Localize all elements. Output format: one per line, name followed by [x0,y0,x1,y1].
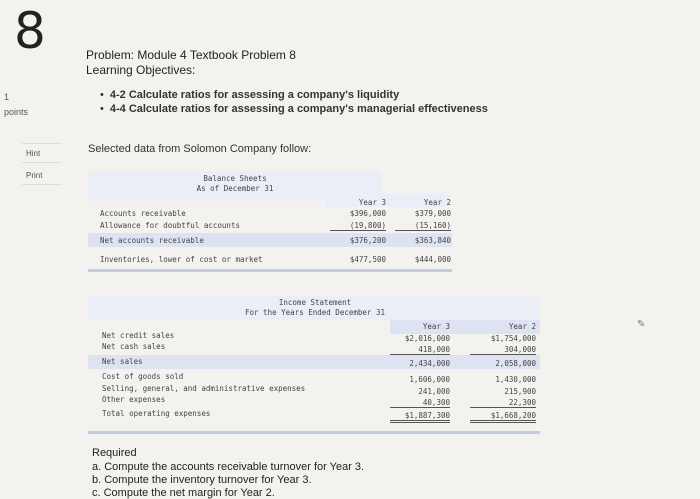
table-cell: 2,434,000 [409,359,450,368]
table-cell: 241,000 [418,387,450,396]
table-cell: 22,300 [470,398,536,408]
table-row-label: Net accounts receivable [100,236,204,245]
table-cell: $2,016,000 [404,334,450,343]
points-label: points [4,107,29,117]
pencil-icon: ✎ [637,319,646,330]
table-cell: $379,000 [414,209,451,218]
table-cell: 2,058,000 [495,359,536,368]
column-header-year3: Year 3 [358,198,386,207]
table-cell: 1,606,000 [409,375,450,384]
table-row-label: Net sales [102,357,143,366]
table-row-label: Net credit sales [102,331,175,340]
table-cell: $1,668,200 [470,411,536,423]
table-cell: $1,754,000 [490,334,536,343]
table-row-label: Total operating expenses [102,409,211,418]
print-button[interactable]: Print [26,171,43,180]
table-cell: 40,300 [390,398,450,408]
table-cell: (15,160) [395,221,451,231]
objective-item: • 4-2 Calculate ratios for assessing a company's liquidity [100,88,488,102]
table-cell: $363,840 [414,236,451,245]
column-header-year2: Year 2 [508,322,536,331]
divider [22,184,62,185]
table-row-label: Cost of goods sold [102,372,184,381]
table-row-label: Inventories, lower of cost or market [100,255,263,264]
learning-objectives-label: Learning Objectives: [86,63,196,77]
table-row-label: Allowance for doubtful accounts [100,221,240,230]
required-label: Required [92,447,137,459]
table-row-label: Selling, general, and administrative expenses [102,384,306,393]
required-item: c. Compute the net margin for Year 2. [92,487,275,499]
column-header-year3: Year 3 [422,322,450,331]
divider [22,162,62,163]
table-cell: (19,800) [330,221,386,231]
table-cell: 304,000 [470,345,536,355]
table-cell: $396,000 [349,209,386,218]
balance-sheet-title: Balance Sheets [203,174,267,183]
table-cell: 418,000 [390,345,450,355]
table-cell: $1,887,300 [390,411,450,423]
table-cell: $444,000 [414,255,451,264]
intro-text: Selected data from Solomon Company follow: [88,143,312,155]
required-item: a. Compute the accounts receivable turnover for Year 3. [92,461,365,473]
income-statement-title: Income Statement [278,298,352,307]
table-bottom-rule [88,431,540,434]
objective-item: • 4-4 Calculate ratios for assessing a company's managerial effectiveness [100,102,488,116]
table-cell: $376,200 [349,236,386,245]
problem-title: Problem: Module 4 Textbook Problem 8 [86,48,296,62]
table-row-label: Net cash sales [102,342,166,351]
table-row-label: Other expenses [102,395,166,404]
table-cell: 215,900 [504,387,536,396]
objectives-list [100,88,488,116]
column-header-year2: Year 2 [423,198,451,207]
divider [22,143,62,144]
table-cell: $477,500 [349,255,386,264]
hint-button[interactable]: Hint [26,149,41,158]
table-bottom-rule [88,269,452,272]
income-statement-header [200,298,430,318]
table-cell: 1,430,000 [495,375,536,384]
required-item: b. Compute the inventory turnover for Year 3. [92,474,312,486]
table-row-label: Accounts receivable [100,209,186,218]
balance-sheet-header [88,174,382,194]
points-value: 1 [4,92,10,102]
income-statement-subtitle: For the Years Ended December 31 [245,308,385,317]
balance-sheet-subtitle: As of December 31 [196,184,274,193]
question-number: 8 [14,2,46,60]
